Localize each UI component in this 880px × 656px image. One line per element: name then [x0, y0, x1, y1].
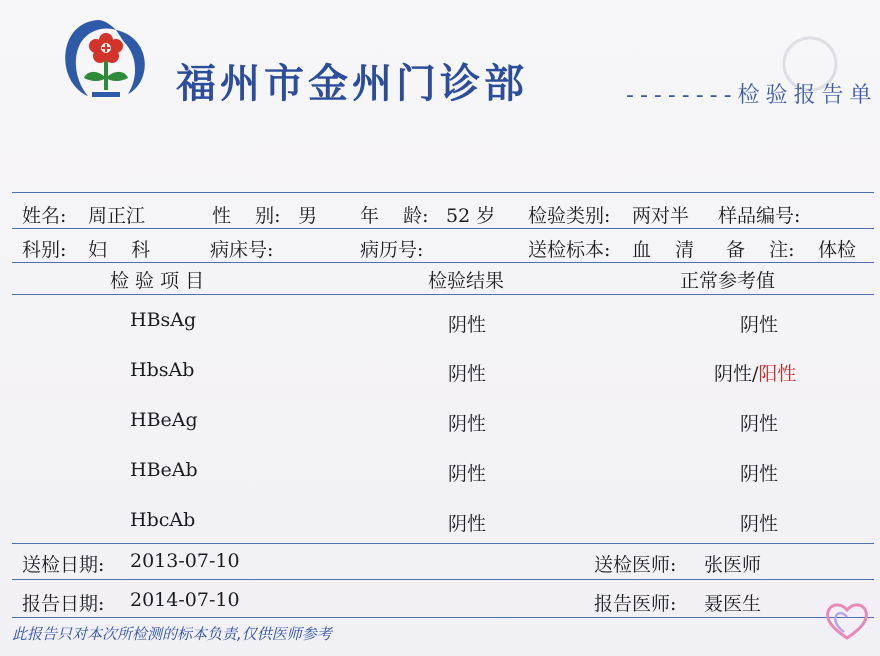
rule-info-1: [12, 228, 874, 229]
reference-value: [740, 310, 778, 337]
header-reference: 正常参考值: [680, 270, 776, 292]
test-result: 阴性: [448, 363, 487, 385]
dept-label: 科别:: [22, 239, 67, 261]
report-date: 2014-07-10: [130, 589, 240, 611]
test-type-label: 检验类别:: [528, 205, 611, 227]
patient-age: 52 岁: [446, 205, 496, 227]
sample-no-label: 样品编号:: [718, 205, 801, 227]
disclaimer: 此报告只对本次所检测的标本负责,仅供医师参考: [12, 625, 332, 643]
rule-footer-1: [12, 579, 874, 580]
patient-name: 周正江: [88, 205, 146, 227]
test-item: HBeAb: [130, 459, 198, 481]
reference-value: [740, 509, 778, 536]
reference-negative: 阴性: [740, 513, 779, 535]
rule-table-header: [12, 294, 874, 295]
test-result: 阴性: [448, 463, 487, 485]
specimen-label: 送检标本:: [528, 239, 611, 261]
reference-value: [740, 409, 778, 436]
remark: 体检: [818, 239, 857, 261]
rule-table-bottom: [12, 543, 874, 544]
header-test-item: 检 验 项 目: [110, 270, 205, 292]
test-item: HbsAb: [130, 359, 195, 381]
report-doctor: 聂医生: [704, 593, 762, 615]
submit-date-label: 送检日期:: [22, 554, 105, 576]
test-type: 两对半: [632, 205, 690, 227]
reference-negative: 阴性: [740, 413, 779, 435]
heart-icon: [822, 598, 872, 644]
rule-info-2: [12, 262, 874, 263]
reference-value: [714, 359, 796, 386]
sex-label: 性 别:: [212, 205, 281, 227]
patient-sex: 男: [298, 205, 318, 227]
test-result: 阴性: [448, 413, 487, 435]
report-date-label: 报告日期:: [22, 593, 105, 615]
submit-doctor-label: 送检医师:: [594, 554, 677, 576]
clinic-flower-logo-icon: [58, 16, 154, 100]
rule-top: [12, 192, 874, 193]
test-item: HbcAb: [130, 509, 196, 531]
bed-label: 病床号:: [210, 239, 274, 261]
submit-doctor: 张医师: [704, 554, 762, 576]
specimen: 血 清: [632, 239, 695, 261]
test-item: HBeAg: [130, 409, 198, 431]
test-item: HBsAg: [130, 309, 197, 331]
dept: 妇 科: [88, 239, 151, 261]
reference-positive: 阳性: [758, 363, 797, 385]
submit-date: 2013-07-10: [130, 550, 240, 572]
remark-label: 备 注:: [726, 239, 795, 261]
reference-value: [740, 459, 778, 486]
reference-negative: 阴性: [740, 314, 779, 336]
reference-negative: 阴性: [740, 463, 779, 485]
test-result: 阴性: [448, 314, 487, 336]
reference-negative: 阴性/: [714, 363, 759, 385]
report-doctor-label: 报告医师:: [594, 593, 677, 615]
test-result: 阴性: [448, 513, 487, 535]
report-title: --------检验报告单: [626, 83, 878, 108]
rule-footer-2: [12, 617, 874, 618]
name-label: 姓名:: [22, 205, 67, 227]
record-label: 病历号:: [360, 239, 424, 261]
clinic-name: 福州市金州门诊部: [176, 60, 528, 107]
age-label: 年 龄:: [360, 205, 429, 227]
header-test-result: 检验结果: [428, 270, 505, 292]
